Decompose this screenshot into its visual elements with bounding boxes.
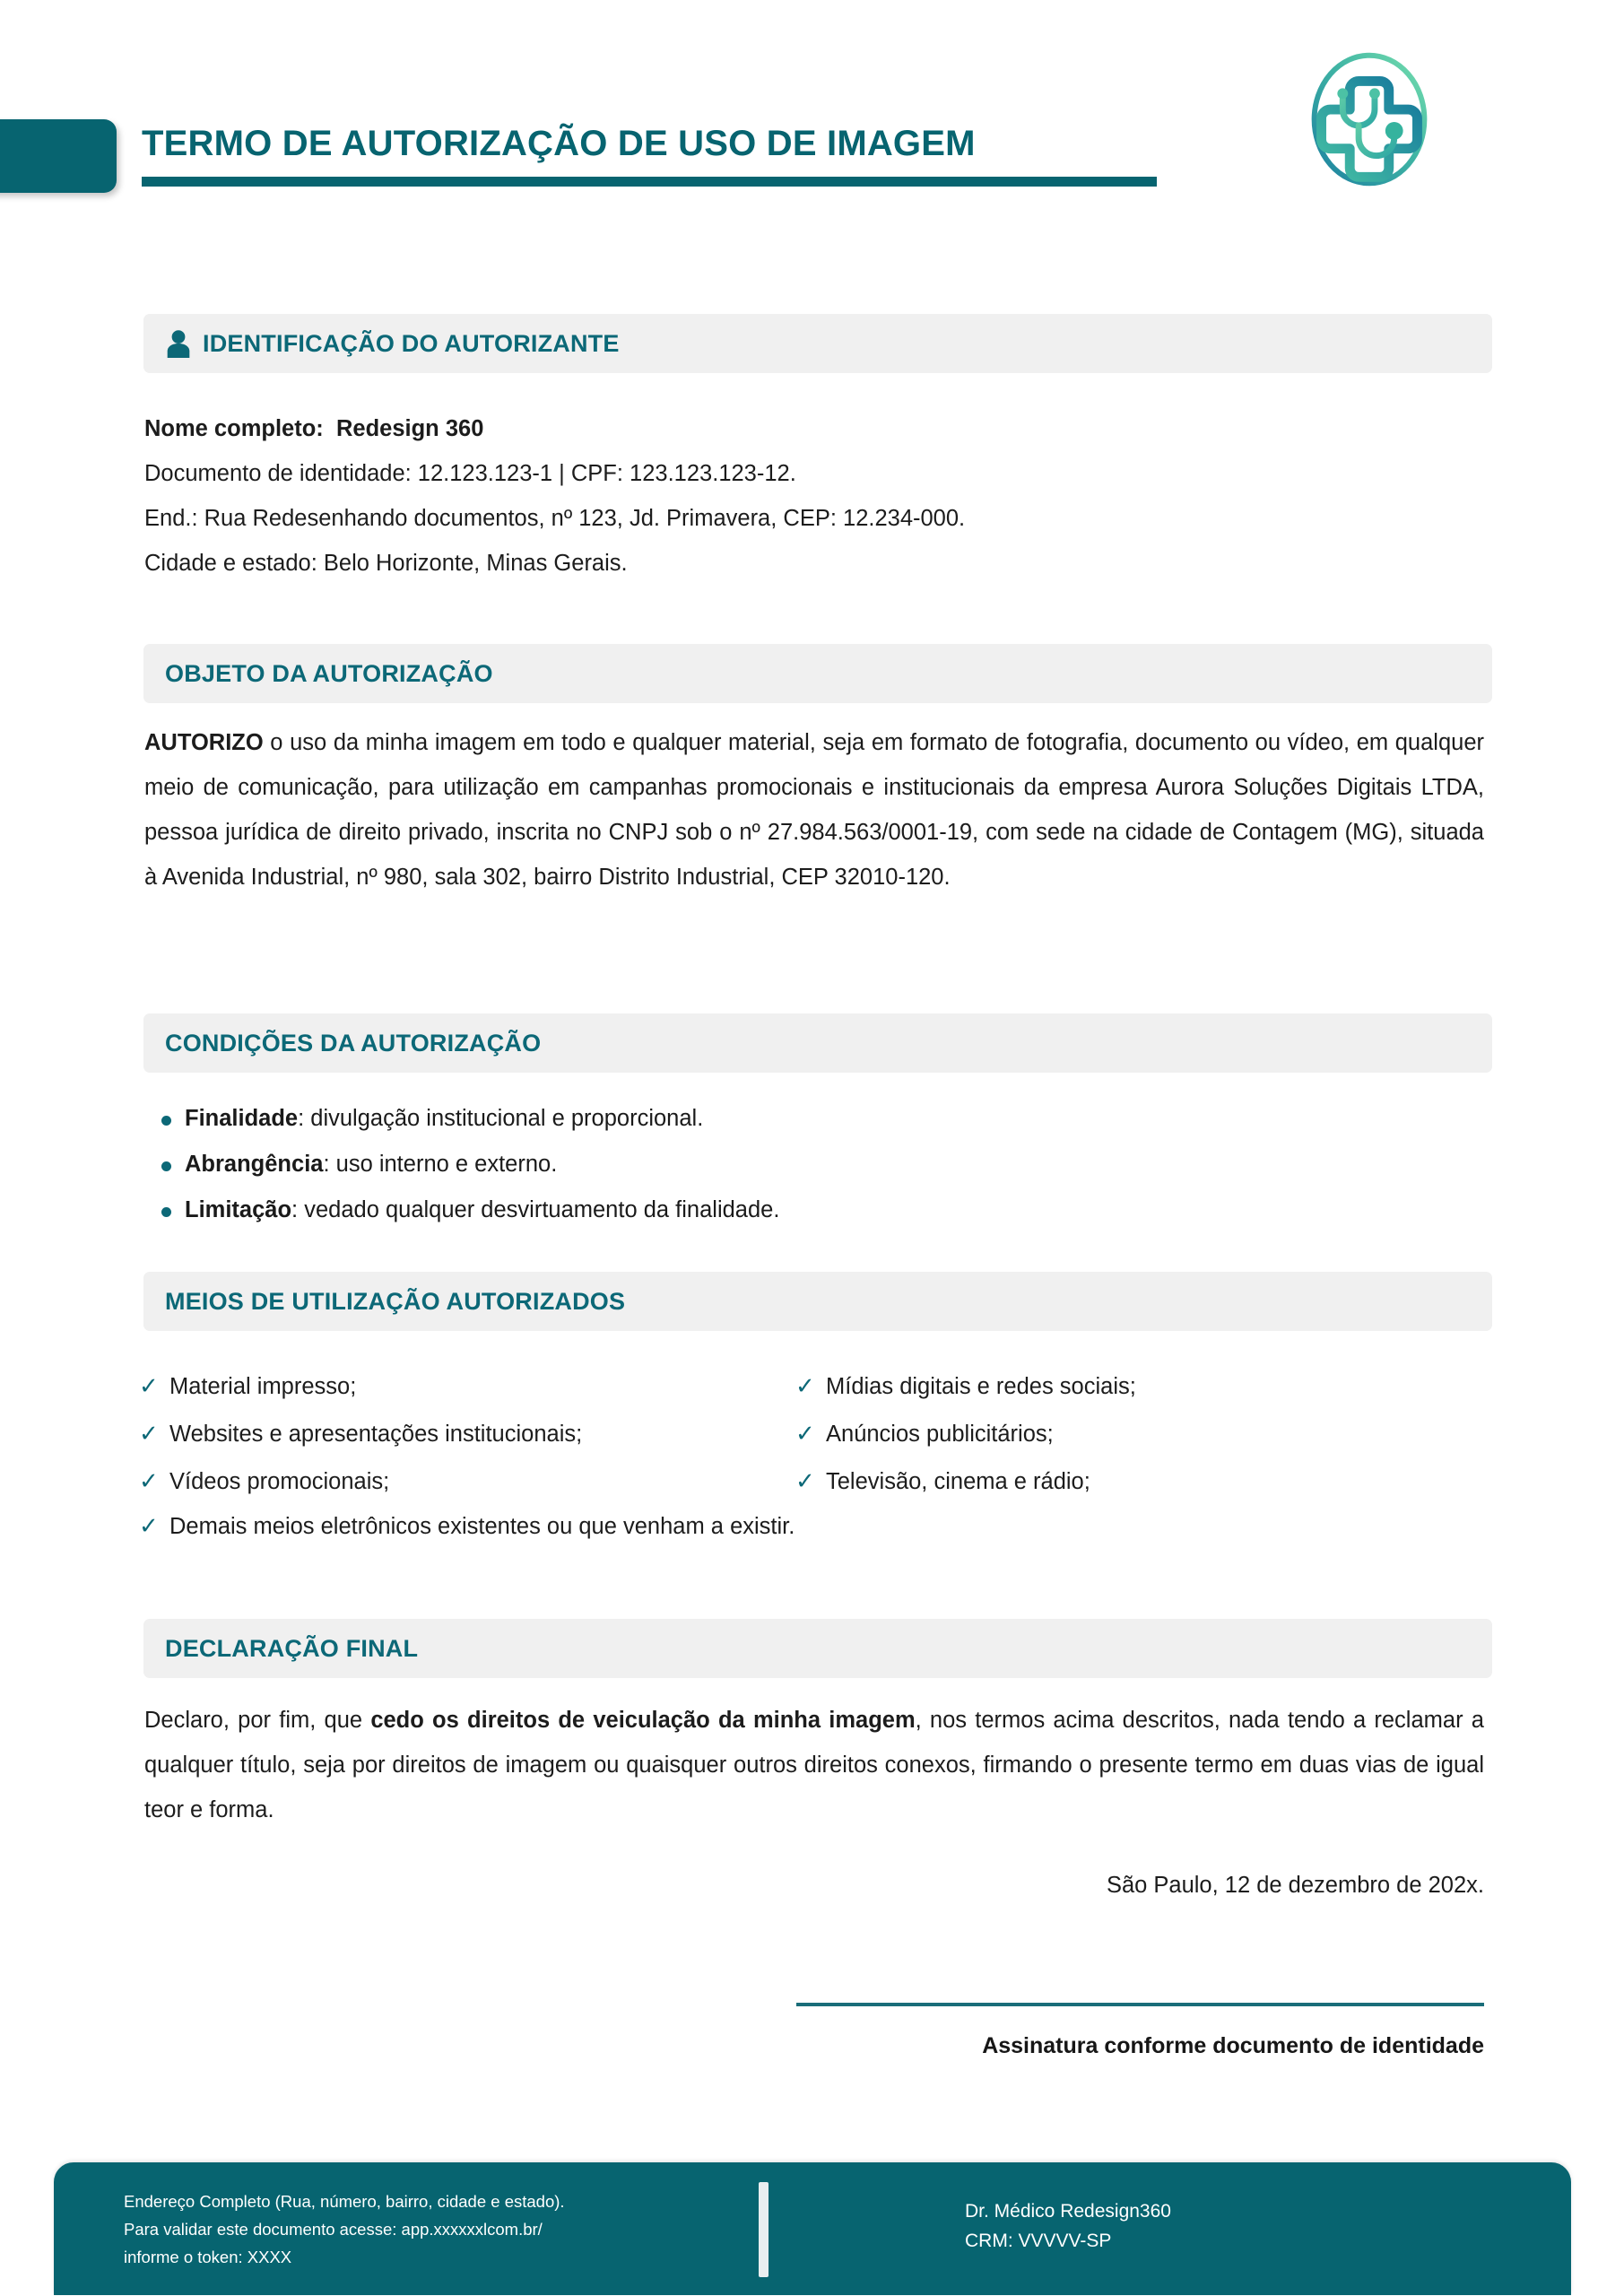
footer-doctor-name: Dr. Médico Redesign360 <box>965 2201 1171 2222</box>
section-title-declaracao: DECLARAÇÃO FINAL <box>165 1634 419 1662</box>
objeto-paragraph-text: o uso da minha imagem em todo e qualquer material, seja em formato de fotografia, documento ou vídeo, em qualquer meio de comunicação, para utilização em campanhas promocionais e institucionais da empresa Aurora Soluções Digitais LTDA, pessoa jurídica de direito privado, inscrita no CNPJ sob o nº 27.984.563/0001-19, com sede na cidade de Contagem (MG), situada à Avenida Industrial, nº 980, sala 302, bairro Distrito Industrial, CEP 32010-120. <box>144 730 1484 890</box>
objeto-body <box>144 720 1484 900</box>
list-item <box>160 1142 1478 1187</box>
list-item <box>795 1457 1477 1505</box>
signature-caption: Assinatura conforme documento de identidade <box>982 2033 1484 2058</box>
meios-column-left <box>139 1362 803 1505</box>
footer-token-line: informe o token: XXXX <box>124 2248 292 2266</box>
meios-item-label: Websites e apresentações institucionais; <box>169 1422 583 1447</box>
list-item <box>795 1410 1477 1457</box>
check-icon: ✓ <box>795 1467 815 1494</box>
signature-line <box>796 2003 1484 2006</box>
section-title-identificacao: IDENTIFICAÇÃO DO AUTORIZANTE <box>203 329 620 357</box>
medical-cross-stethoscope-logo-icon <box>1281 52 1458 187</box>
identificacao-documento: Documento de identidade: 12.123.123-1 | CPF: 123.123.123-12. <box>144 461 796 486</box>
condicao-term: Finalidade <box>185 1106 299 1131</box>
list-item <box>795 1362 1477 1410</box>
check-icon: ✓ <box>139 1372 159 1399</box>
meios-item-label: Mídias digitais e redes sociais; <box>826 1374 1136 1399</box>
check-icon: ✓ <box>139 1512 159 1539</box>
meios-item-label: Vídeos promocionais; <box>169 1469 390 1494</box>
check-icon: ✓ <box>139 1420 159 1447</box>
list-item <box>139 1410 803 1457</box>
meios-item-label: Demais meios eletrônicos existentes ou que venham a existir. <box>169 1514 795 1539</box>
check-icon: ✓ <box>139 1467 159 1494</box>
identificacao-body <box>144 406 1484 586</box>
section-banner-identificacao <box>143 314 1492 373</box>
section-banner-declaracao <box>143 1619 1492 1678</box>
check-icon: ✓ <box>795 1372 815 1399</box>
page-title: TERMO DE AUTORIZAÇÃO DE USO DE IMAGEM <box>142 124 976 163</box>
check-icon: ✓ <box>795 1420 815 1447</box>
objeto-lead-bold: AUTORIZO <box>144 730 264 755</box>
footer-divider <box>759 2182 769 2277</box>
section-title-objeto: OBJETO DA AUTORIZAÇÃO <box>165 659 493 687</box>
list-item <box>139 1362 803 1410</box>
condicao-term: Limitação <box>185 1197 292 1222</box>
objeto-paragraph <box>144 720 1484 900</box>
section-banner-condicoes <box>143 1013 1492 1073</box>
identificacao-cidade-estado: Cidade e estado: Belo Horizonte, Minas Gerais. <box>144 551 628 576</box>
meios-item-label: Televisão, cinema e rádio; <box>826 1469 1090 1494</box>
section-banner-meios <box>143 1272 1492 1331</box>
declaracao-paragraph <box>144 1698 1484 1832</box>
identificacao-nome-valor: Redesign 360 <box>335 416 484 441</box>
meios-item-label: Anúncios publicitários; <box>826 1422 1054 1447</box>
declaracao-body <box>144 1698 1484 1832</box>
signature-date: São Paulo, 12 de dezembro de 202x. <box>1106 1873 1484 1898</box>
section-title-condicoes: CONDIÇÕES DA AUTORIZAÇÃO <box>165 1029 542 1057</box>
document-header <box>0 0 1624 269</box>
person-icon <box>165 329 192 358</box>
footer-crm: CRM: VVVVV-SP <box>965 2231 1112 2251</box>
footer-address-line: Endereço Completo (Rua, número, bairro, cidade e estado). <box>124 2192 565 2211</box>
list-item <box>139 1457 803 1505</box>
identificacao-nome-label: Nome completo: <box>144 416 324 441</box>
document-footer <box>54 2162 1571 2295</box>
identificacao-endereco: End.: Rua Redesenhando documentos, nº 123, Jd. Primavera, CEP: 12.234-000. <box>144 506 966 531</box>
condicoes-list <box>160 1096 1478 1233</box>
meios-column-right <box>795 1362 1477 1505</box>
condicao-text: : uso interno e externo. <box>323 1152 558 1177</box>
declaracao-bold: cedo os direitos de veiculação da minha imagem <box>370 1708 916 1733</box>
condicao-text: : vedado qualquer desvirtuamento da finalidade. <box>291 1197 780 1222</box>
condicao-text: : divulgação institucional e proporcional. <box>298 1106 704 1131</box>
footer-right-block <box>965 2196 1503 2256</box>
list-item <box>139 1502 1394 1550</box>
section-title-meios: MEIOS DE UTILIZAÇÃO AUTORIZADOS <box>165 1287 626 1315</box>
list-item <box>160 1096 1478 1142</box>
footer-left-block <box>124 2187 698 2271</box>
meios-column-full <box>139 1502 1394 1550</box>
declaracao-part2: , nos termos acima descritos, nada tendo a reclamar a qualquer título, seja por direitos de imagem ou quaisquer outros direitos conexos, firmando o presente termo em duas vias de igual teor e forma. <box>144 1708 1484 1822</box>
declaracao-part1: Declaro, por fim, que <box>144 1708 371 1733</box>
condicao-term: Abrangência <box>185 1152 324 1177</box>
footer-validation-url[interactable]: Para validar este documento acesse: app.xxxxxxlcom.br/ <box>124 2220 543 2239</box>
list-item <box>160 1187 1478 1233</box>
section-banner-objeto <box>143 644 1492 703</box>
identificacao-nome-line <box>144 406 1484 451</box>
header-accent-block <box>0 119 117 193</box>
title-underline <box>142 177 1157 187</box>
meios-item-label: Material impresso; <box>169 1374 357 1399</box>
